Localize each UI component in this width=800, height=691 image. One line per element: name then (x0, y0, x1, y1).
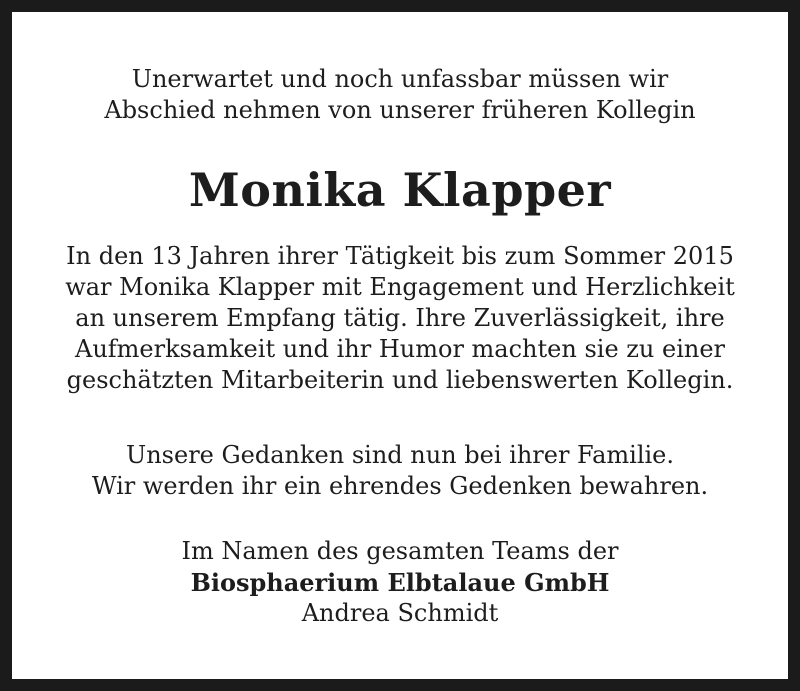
intro-line: Abschied nehmen von unserer früheren Kollegin (104, 96, 696, 124)
intro-text (24, 64, 776, 126)
tribute-line: war Monika Klapper mit Engagement und Herzlichkeit (65, 273, 735, 301)
condolence-line: Wir werden ihr ein ehrendes Gedenken bewahren. (91, 472, 709, 500)
tribute-line: an unserem Empfang tätig. Ihre Zuverlässigkeit, ihre (75, 304, 725, 332)
signature-block (24, 536, 776, 629)
company-name: Biosphaerium Elbtalaue GmbH (190, 568, 610, 597)
deceased-name: Monika Klapper (188, 163, 612, 217)
tribute-line: Aufmerksamkeit und ihr Humor machten sie zu einer (74, 335, 726, 363)
condolence-line: Unsere Gedanken sind nun bei ihrer Familie. (125, 441, 674, 469)
intro-line: Unerwartet und noch unfassbar müssen wir (131, 65, 669, 93)
tribute-line: geschätzten Mitarbeiterin und liebenswerten Kollegin. (66, 366, 734, 394)
condolence-text (24, 440, 776, 502)
signer-name: Andrea Schmidt (301, 599, 499, 627)
obituary-content (24, 12, 776, 679)
tribute-line: In den 13 Jahren ihrer Tätigkeit bis zum Sommer 2015 (66, 242, 734, 270)
tribute-text (24, 241, 776, 396)
signature-preamble: Im Namen des gesamten Teams der (181, 537, 619, 565)
